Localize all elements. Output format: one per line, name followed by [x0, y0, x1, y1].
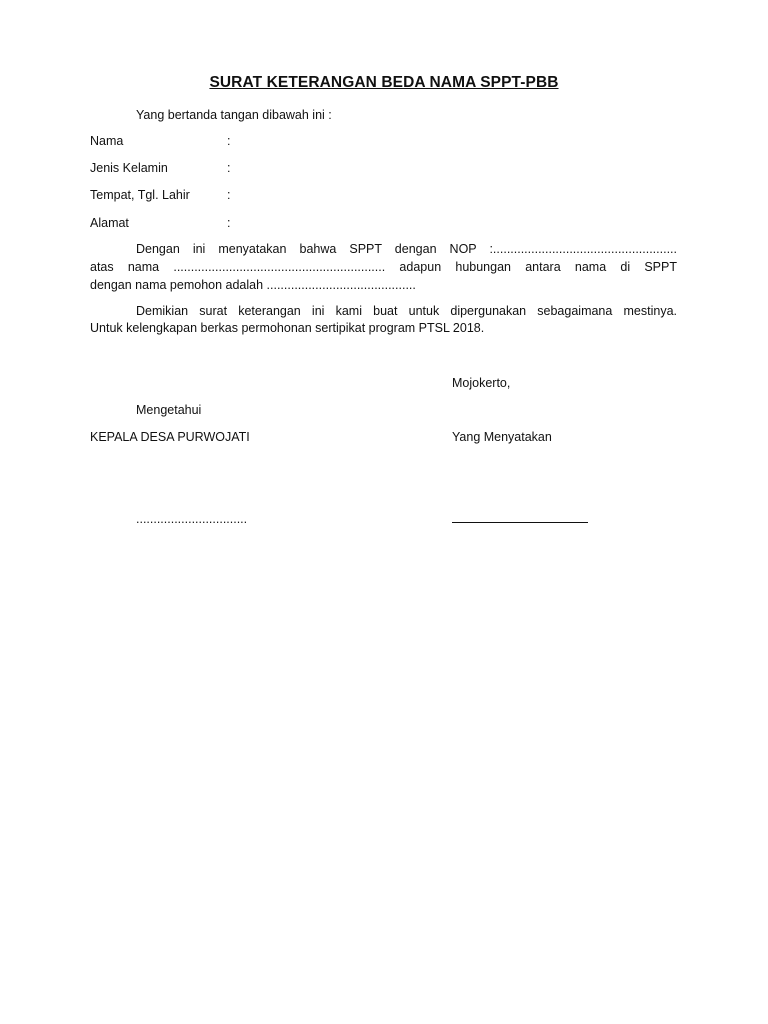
field-sep-jenis-kelamin: : — [227, 161, 231, 175]
left-signature-role: KEPALA DESA PURWOJATI — [90, 430, 250, 444]
field-sep-tempat-tgl-lahir: : — [227, 188, 231, 202]
right-signature-line — [452, 522, 588, 523]
paragraph2-line2: Untuk kelengkapan berkas permohonan sertipikat program PTSL 2018. — [90, 321, 485, 335]
intro-text: Yang bertanda tangan dibawah ini : — [136, 108, 332, 122]
right-signature-role: Yang Menyatakan — [452, 430, 552, 444]
place-date: Mojokerto, — [452, 376, 511, 390]
paragraph2-line1: Demikian surat keterangan ini kami buat untuk dipergunakan sebagaimana mestinya. — [136, 304, 677, 318]
field-label-tempat-tgl-lahir: Tempat, Tgl. Lahir — [90, 188, 190, 202]
left-signature-caption: Mengetahui — [136, 403, 202, 417]
left-signature-name-line: ................................ — [136, 512, 248, 526]
field-label-alamat: Alamat — [90, 216, 129, 230]
field-sep-nama: : — [227, 134, 231, 148]
paragraph1-line2: atas nama ............................................................. adapun hubungan antara nama di SPPT — [90, 260, 677, 274]
field-label-nama: Nama — [90, 134, 124, 148]
paragraph1-line3: dengan nama pemohon adalah ........................................... — [90, 278, 416, 292]
field-sep-alamat: : — [227, 216, 231, 230]
paragraph1-line1: Dengan ini menyatakan bahwa SPPT dengan NOP :..................................................... — [136, 242, 677, 256]
document-title: SURAT KETERANGAN BEDA NAMA SPPT-PBB — [209, 74, 559, 91]
field-label-jenis-kelamin: Jenis Kelamin — [90, 161, 168, 175]
